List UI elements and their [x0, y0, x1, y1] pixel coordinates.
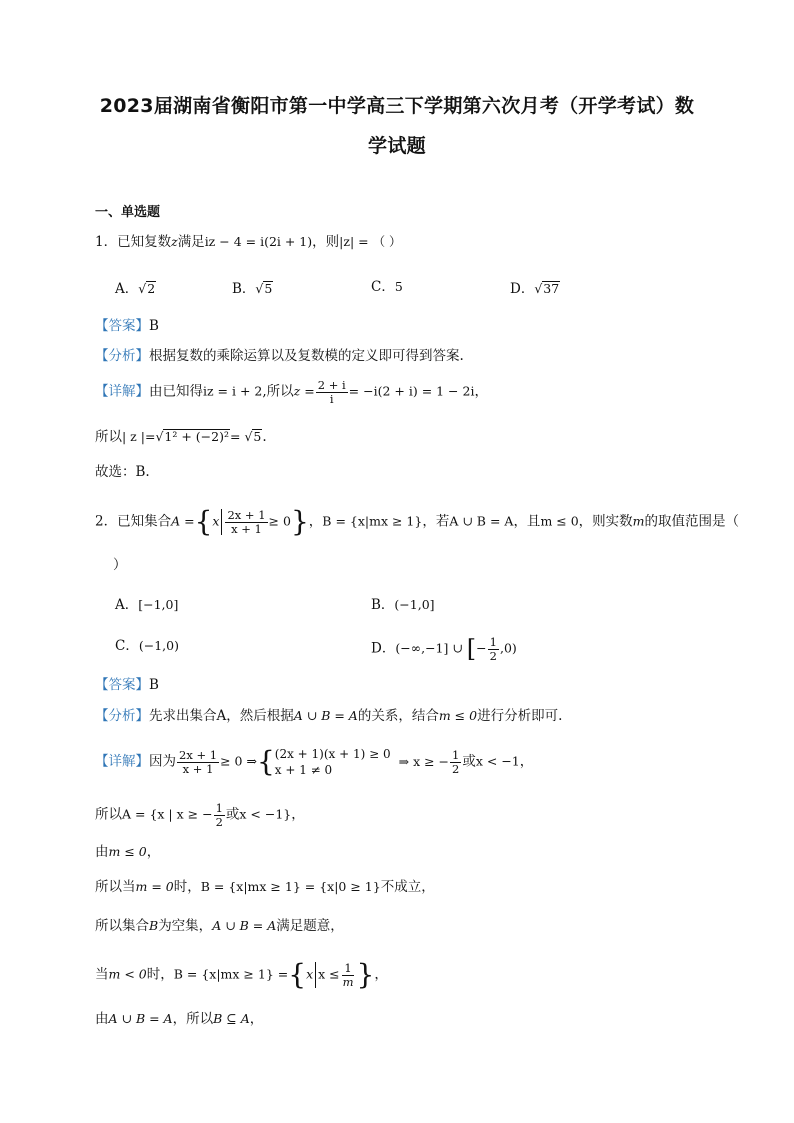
q1-choose: 故选：B.: [95, 464, 150, 480]
q2-line-m-zero: 所以当m = 0时，B = {x|mx ≥ 1} = {x|0 ≥ 1}不成立，: [95, 879, 435, 895]
q2-option-a[interactable]: A．[−1,0]: [115, 597, 179, 613]
q1-analysis: 【分析】根据复数的乘除运算以及复数模的定义即可得到答案.: [95, 348, 464, 364]
page-title-line2: 学试题: [368, 135, 426, 157]
q2-option-b[interactable]: B．(−1,0]: [371, 597, 435, 613]
q2-line-set-a: 所以A = {x | x ≥ − $\frac{1}{2}$ 或x < −1}，: [95, 801, 305, 829]
q2-line-m-negative: 当m < 0时，B = {x|mx ≥ 1} ={x x ≤ $\frac{1}{m}$ }，: [95, 958, 388, 991]
q1-option-c[interactable]: C．5: [371, 279, 403, 295]
q1-option-d[interactable]: D．√37: [510, 281, 560, 297]
q1-option-a[interactable]: A．√2: [115, 281, 156, 297]
q2-answer: 【答案】B: [95, 677, 159, 693]
q2-option-c[interactable]: C．(−1,0): [115, 638, 179, 654]
q2-line-empty-set: 所以集合B为空集，A ∪ B = A满足题意，: [95, 918, 344, 934]
q2-line-m-cond: 由m ≤ 0，: [95, 844, 161, 860]
q1-modulus: 所以| z |=√1² + (−2)²= √5.: [95, 429, 267, 445]
q2-stem-close: ）: [113, 557, 127, 573]
q1-answer: 【答案】B: [95, 318, 159, 334]
section-heading: 一、单选题: [95, 205, 161, 220]
q2-stem: 2．已知集合A ={x $\frac{2x + 1}{x + 1}$ ≥ 0}，B = {x|mx ≥ 1}，若A ∪ B = A，且m ≤ 0，则实数m的取值范围是（: [95, 505, 740, 538]
q1-option-b[interactable]: B．√5: [232, 281, 273, 297]
q1-detail: 【详解】由已知得iz = i + 2,所以z = $\frac{2 + i}{i}$ = −i(2 + i) = 1 − 2i，: [95, 378, 488, 406]
page-title-line1: 2023届湖南省衡阳市第一中学高三下学期第六次月考（开学考试）数: [99, 95, 695, 117]
q2-analysis: 【分析】先求出集合A，然后根据A ∪ B = A的关系，结合m ≤ 0进行分析即可.: [95, 708, 563, 724]
q1-stem: 1．已知复数z满足iz − 4 = i(2i + 1)，则|z| = （ ）: [95, 234, 402, 250]
q2-option-d[interactable]: D．(−∞,−1] ∪ [− $\frac{1}{2}$ ,0): [371, 635, 517, 664]
q2-line-subset: 由A ∪ B = A，所以B ⊆ A，: [95, 1011, 264, 1027]
q2-detail: 【详解】因为 $\frac{2x + 1}{x + 1}$ ≥ 0 ⇒{ (2x + 1)(x + 1) ≥ 0 x + 1 ≠ 0 ⇒ x ≥ − $\frac{1}{2}$ 或x < −1，: [95, 745, 534, 779]
